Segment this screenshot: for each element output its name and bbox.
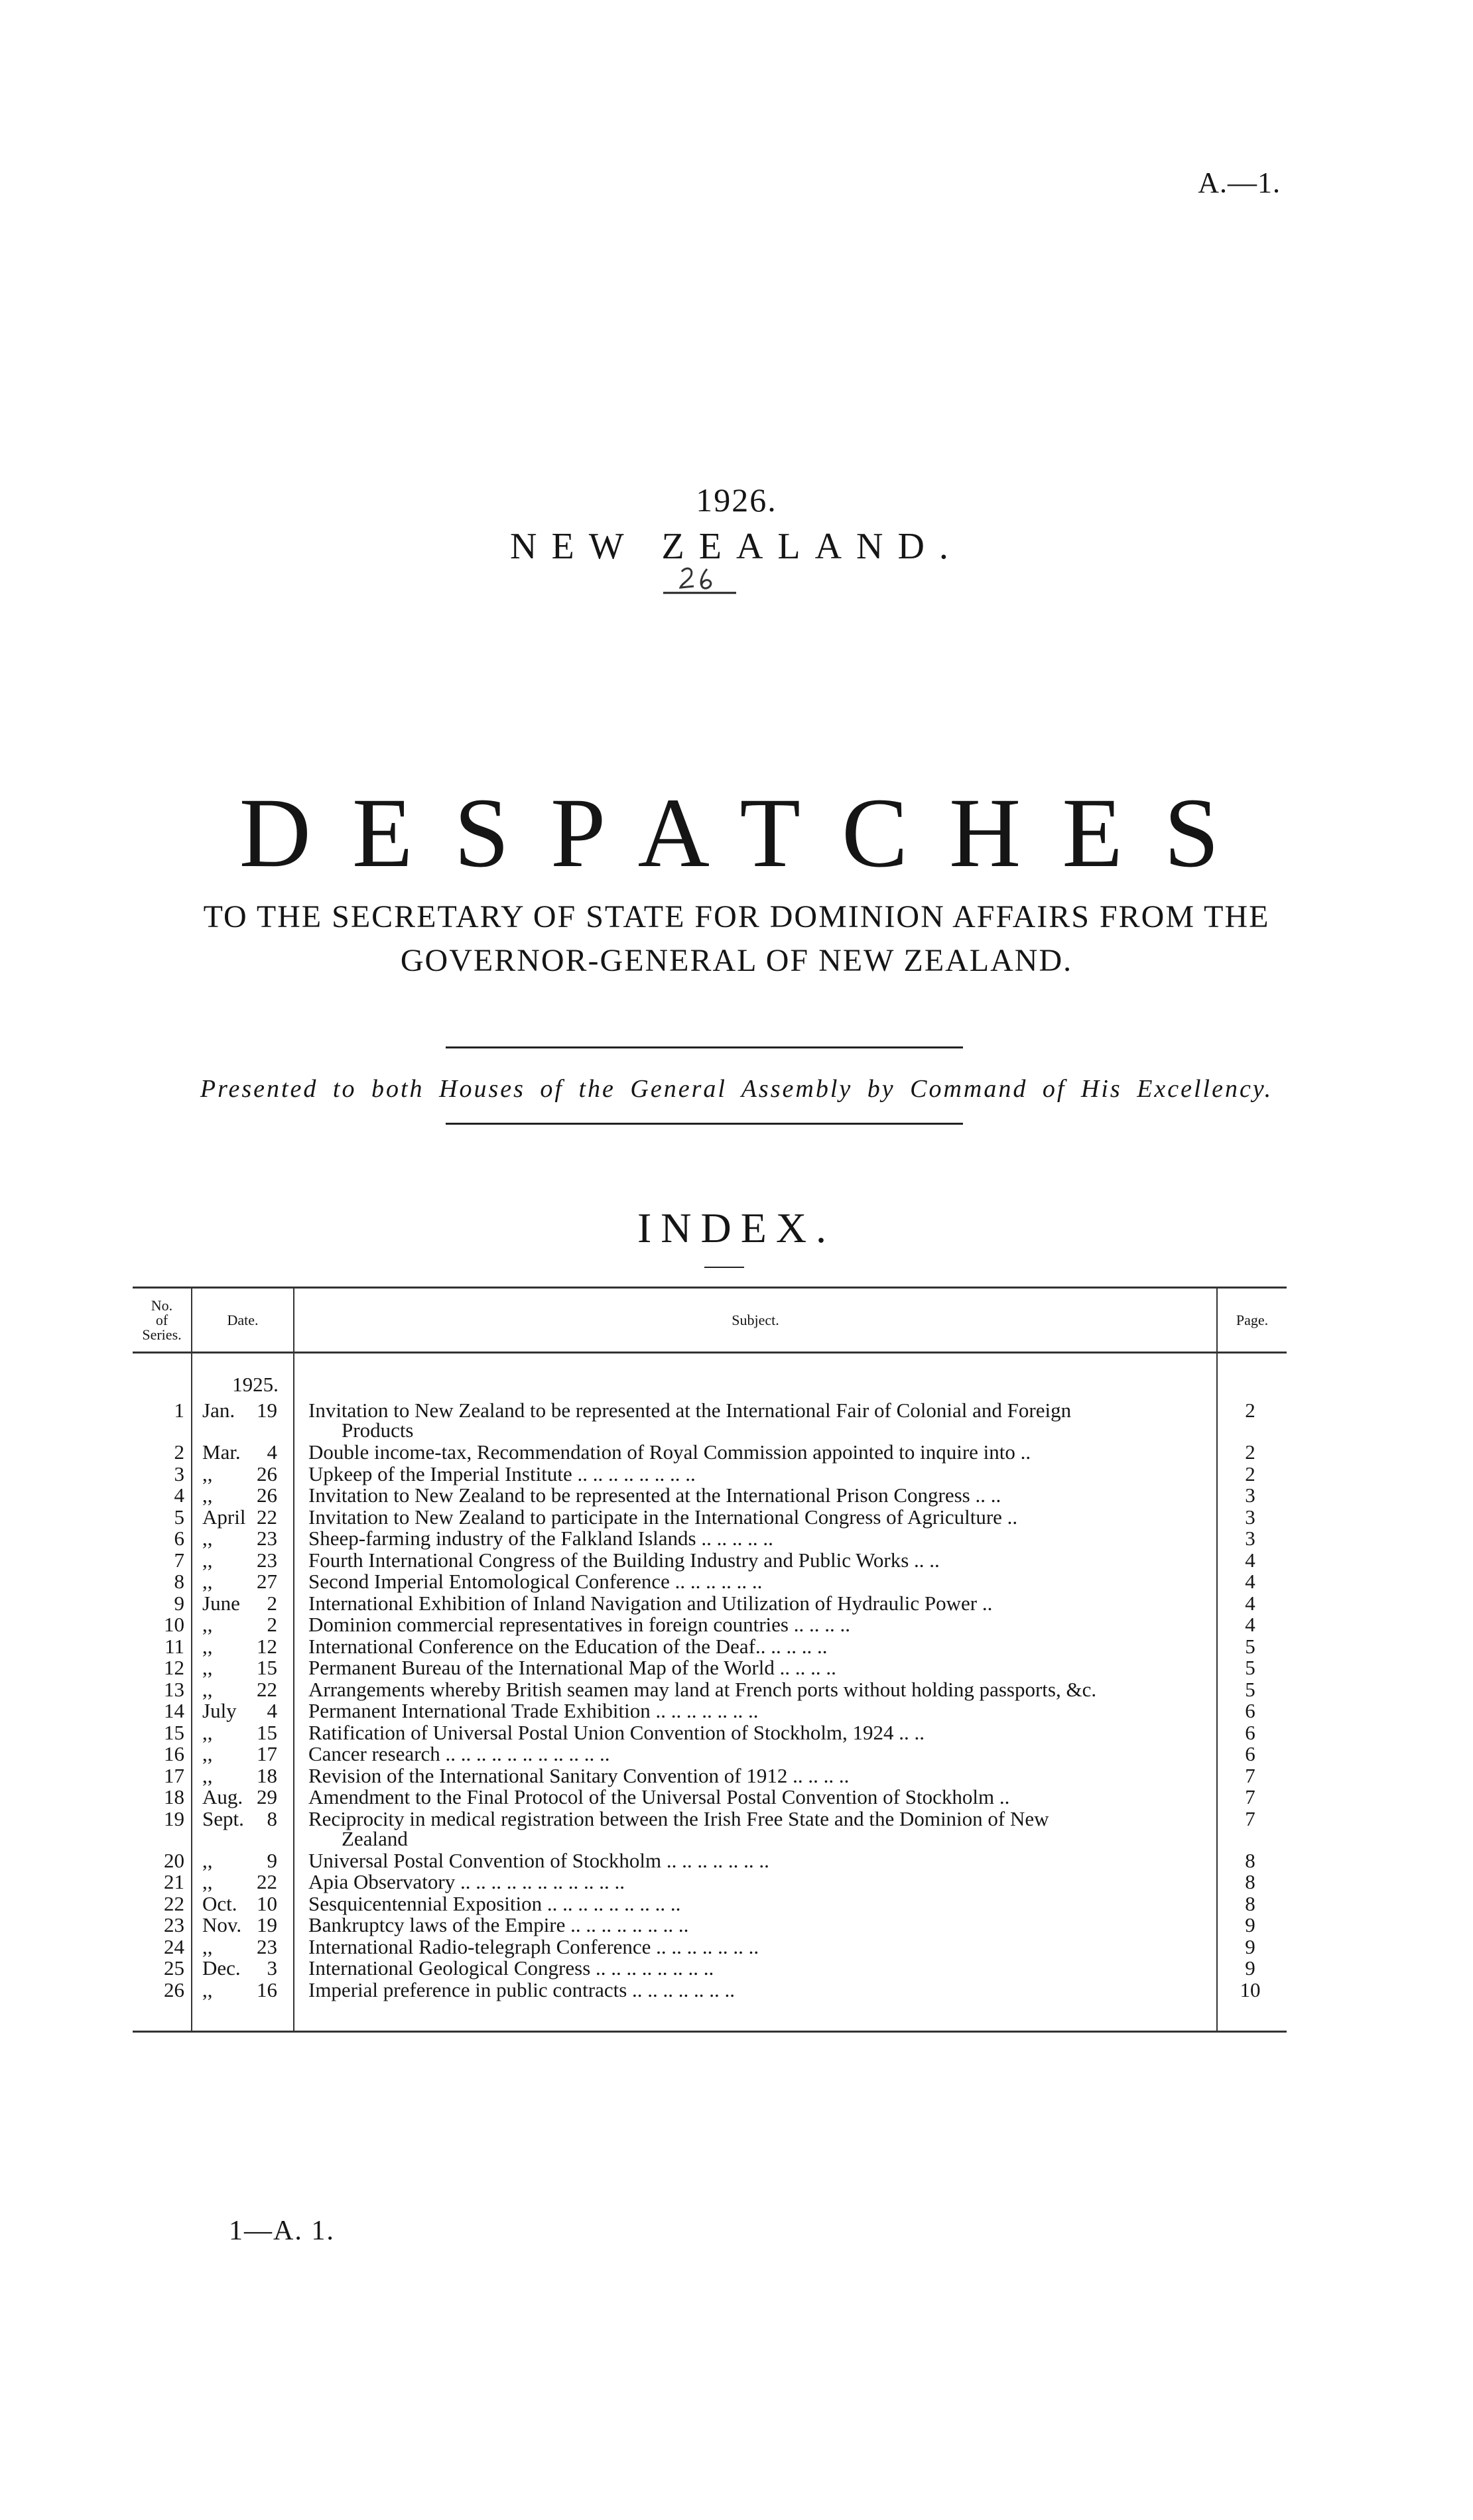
column-divider-date bbox=[293, 1287, 294, 2031]
page-number: 9 bbox=[1245, 1956, 1255, 1980]
subject-text bbox=[308, 1464, 1343, 1484]
date-month: ,, bbox=[202, 1677, 213, 1701]
page-number: 4 bbox=[1245, 1570, 1255, 1593]
subject-text bbox=[308, 1934, 1343, 1958]
subject-line-1: Upkeep of the Imperial Institute .. .. .. .. .. .. .. .. bbox=[308, 1462, 696, 1485]
date-day: 9 bbox=[267, 1848, 277, 1872]
date-day: 2 bbox=[267, 1591, 277, 1615]
date-month: ,, bbox=[202, 1742, 213, 1765]
header-no-of-series: No. of Series. bbox=[142, 1297, 182, 1343]
document-reference: A.—1. bbox=[1198, 166, 1281, 199]
date-day: 17 bbox=[257, 1742, 277, 1765]
subject-line-1: International Geological Congress .. .. .. .. .. .. .. .. bbox=[308, 1956, 714, 1980]
subject-line-1: International Conference on the Education of the Deaf.. .. .. .. .. bbox=[308, 1634, 828, 1658]
subject-text bbox=[308, 1848, 1343, 1872]
page-number: 8 bbox=[1245, 1891, 1255, 1915]
date-month: ,, bbox=[202, 1870, 213, 1893]
date-month: Oct. bbox=[202, 1891, 237, 1915]
subject-text bbox=[308, 1744, 1343, 1764]
date-day: 15 bbox=[257, 1720, 277, 1744]
date-day: 22 bbox=[257, 1505, 277, 1529]
subject-line-1: Arrangements whereby British seamen may land at French ports without holding passports, &c. bbox=[308, 1677, 1097, 1701]
subject-line-1: Invitation to New Zealand to participate in the International Congress of Agriculture .. bbox=[308, 1505, 1018, 1529]
subject-text bbox=[308, 1677, 1343, 1701]
date-day: 29 bbox=[257, 1785, 277, 1808]
subtitle-line-1: TO THE SECRETARY OF STATE FOR DOMINION AFFAIRS FROM THE bbox=[203, 899, 1270, 934]
page-number: 7 bbox=[1245, 1785, 1255, 1808]
page-number: 9 bbox=[1245, 1934, 1255, 1958]
footer-reference: 1—A. 1. bbox=[229, 2216, 335, 2246]
subject-text bbox=[308, 1401, 1343, 1440]
series-number: 2 bbox=[174, 1440, 184, 1464]
series-number: 6 bbox=[174, 1527, 184, 1550]
date-day: 8 bbox=[267, 1806, 277, 1830]
date-month: Jan. bbox=[202, 1399, 235, 1422]
subtitle-line-2: GOVERNOR-GENERAL OF NEW ZEALAND. bbox=[400, 943, 1073, 978]
series-number: 25 bbox=[164, 1956, 184, 1980]
page-number: 8 bbox=[1245, 1870, 1255, 1893]
subject-line-1: Invitation to New Zealand to be represented at the International Prison Congress .. .. bbox=[308, 1483, 1001, 1507]
page-number: 4 bbox=[1245, 1591, 1255, 1615]
subject-line-2: Products bbox=[342, 1418, 414, 1442]
subject-text bbox=[308, 1550, 1343, 1570]
date-month: ,, bbox=[202, 1934, 213, 1958]
subject-line-1: Sheep-farming industry of the Falkland Islands .. .. .. .. .. bbox=[308, 1527, 773, 1550]
date-month: April bbox=[202, 1505, 246, 1529]
page-number: 7 bbox=[1245, 1806, 1255, 1830]
date-month: ,, bbox=[202, 1462, 213, 1485]
subject-text bbox=[308, 1529, 1343, 1548]
date-day: 18 bbox=[257, 1763, 277, 1787]
subject-text bbox=[308, 1485, 1343, 1505]
date-month: ,, bbox=[202, 1720, 213, 1744]
series-number: 16 bbox=[164, 1742, 184, 1765]
date-month: Nov. bbox=[202, 1913, 242, 1936]
subject-line-1: Cancer research .. .. .. .. .. .. .. .. .. .. .. bbox=[308, 1742, 610, 1765]
header-date: Date. bbox=[227, 1312, 259, 1328]
country-heading: NEW ZEALAND. bbox=[510, 526, 963, 567]
series-number: 20 bbox=[164, 1848, 184, 1872]
date-day: 3 bbox=[267, 1956, 277, 1980]
subject-line-1: Invitation to New Zealand to be represented at the International Fair of Colonial and Foreign bbox=[308, 1399, 1072, 1422]
date-month: ,, bbox=[202, 1848, 213, 1872]
subject-line-1: Permanent International Trade Exhibition .. .. .. .. .. .. .. bbox=[308, 1699, 759, 1722]
date-month: ,, bbox=[202, 1978, 213, 2001]
series-number: 7 bbox=[174, 1548, 184, 1572]
page-number: 4 bbox=[1245, 1548, 1255, 1572]
series-number: 22 bbox=[164, 1891, 184, 1915]
subject-line-1: Second Imperial Entomological Conference .. .. .. .. .. .. bbox=[308, 1570, 763, 1593]
series-number: 17 bbox=[164, 1763, 184, 1787]
subject-text bbox=[308, 1980, 1343, 2000]
subject-text bbox=[308, 1806, 1343, 1850]
subject-text bbox=[308, 1658, 1343, 1678]
date-month: ,, bbox=[202, 1656, 213, 1679]
subject-line-1: International Radio-telegraph Conference .. .. .. .. .. .. .. bbox=[308, 1934, 759, 1958]
page-number: 3 bbox=[1245, 1527, 1255, 1550]
subject-line-1: Fourth International Congress of the Building Industry and Public Works .. .. bbox=[308, 1548, 940, 1572]
page-number: 10 bbox=[1240, 1978, 1261, 2001]
series-number: 14 bbox=[164, 1699, 184, 1722]
page-number: 6 bbox=[1245, 1742, 1255, 1765]
table-header-rule bbox=[133, 1352, 1287, 1354]
year-label: 1925. bbox=[232, 1373, 279, 1396]
series-number: 15 bbox=[164, 1720, 184, 1744]
page-number: 2 bbox=[1245, 1440, 1255, 1464]
series-number: 1 bbox=[174, 1399, 184, 1422]
index-table bbox=[133, 1287, 1287, 2520]
subject-text bbox=[308, 1572, 1343, 1592]
page-number: 3 bbox=[1245, 1483, 1255, 1507]
date-day: 23 bbox=[257, 1548, 277, 1572]
subject-text bbox=[308, 1507, 1343, 1527]
date-month: ,, bbox=[202, 1548, 213, 1572]
table-bottom-rule bbox=[133, 2031, 1287, 2033]
page-number: 6 bbox=[1245, 1699, 1255, 1722]
date-day: 22 bbox=[257, 1677, 277, 1701]
subject-line-2: Zealand bbox=[342, 1826, 408, 1850]
subject-line-1: Ratification of Universal Postal Union Convention of Stockholm, 1924 .. .. bbox=[308, 1720, 925, 1744]
date-month: June bbox=[202, 1591, 240, 1615]
date-month: ,, bbox=[202, 1483, 213, 1507]
header-page: Page. bbox=[1236, 1312, 1269, 1328]
series-number: 18 bbox=[164, 1785, 184, 1808]
subject-line-1: Permanent Bureau of the International Map of the World .. .. .. .. bbox=[308, 1656, 836, 1679]
series-number: 23 bbox=[164, 1913, 184, 1936]
series-number: 4 bbox=[174, 1483, 184, 1507]
series-number: 12 bbox=[164, 1656, 184, 1679]
page-number: 6 bbox=[1245, 1720, 1255, 1744]
subject-line-1: Imperial preference in public contracts .. .. .. .. .. .. .. bbox=[308, 1978, 736, 2001]
document-title: DESPATCHES bbox=[239, 778, 1261, 888]
header-subject: Subject. bbox=[732, 1312, 779, 1328]
page-number: 9 bbox=[1245, 1913, 1255, 1936]
presentation-note: Presented to both Houses of the General Assembly by Command of His Excellency. bbox=[200, 1075, 1273, 1103]
subject-line-1: Amendment to the Final Protocol of the Universal Postal Convention of Stockholm .. bbox=[308, 1785, 1010, 1808]
series-number: 24 bbox=[164, 1934, 184, 1958]
date-day: 23 bbox=[257, 1527, 277, 1550]
date-day: 26 bbox=[257, 1483, 277, 1507]
page-number: 3 bbox=[1245, 1505, 1255, 1529]
subject-text bbox=[308, 1442, 1343, 1462]
series-number: 8 bbox=[174, 1570, 184, 1593]
date-day: 10 bbox=[257, 1891, 277, 1915]
date-day: 27 bbox=[257, 1570, 277, 1593]
subject-line-1: Sesquicentennial Exposition .. .. .. .. .. .. .. .. .. bbox=[308, 1891, 681, 1915]
column-divider-no bbox=[191, 1287, 192, 2031]
subject-line-1: Revision of the International Sanitary Convention of 1912 .. .. .. .. bbox=[308, 1763, 850, 1787]
date-month: Dec. bbox=[202, 1956, 241, 1980]
date-month: ,, bbox=[202, 1763, 213, 1787]
series-number: 5 bbox=[174, 1505, 184, 1529]
index-underline bbox=[704, 1267, 744, 1268]
date-month: Aug. bbox=[202, 1785, 243, 1808]
subject-text bbox=[308, 1701, 1343, 1721]
subject-text bbox=[308, 1787, 1343, 1807]
date-day: 22 bbox=[257, 1870, 277, 1893]
subject-line-1: Bankruptcy laws of the Empire .. .. .. .. .. .. .. .. bbox=[308, 1913, 689, 1936]
date-day: 2 bbox=[267, 1613, 277, 1636]
page-number: 2 bbox=[1245, 1399, 1255, 1422]
page-number: 7 bbox=[1245, 1763, 1255, 1787]
subject-text bbox=[308, 1634, 1343, 1658]
subject-text bbox=[308, 1915, 1343, 1935]
page-number: 5 bbox=[1245, 1634, 1255, 1658]
date-day: 26 bbox=[257, 1462, 277, 1485]
subject-text bbox=[308, 1891, 1343, 1915]
date-month: ,, bbox=[202, 1613, 213, 1636]
date-month: July bbox=[202, 1699, 237, 1722]
index-heading: INDEX. bbox=[637, 1204, 836, 1251]
date-day: 19 bbox=[257, 1913, 277, 1936]
date-day: 23 bbox=[257, 1934, 277, 1958]
date-month: ,, bbox=[202, 1570, 213, 1593]
subject-text bbox=[308, 1720, 1343, 1744]
year-heading: 1926. bbox=[696, 481, 777, 519]
series-number: 3 bbox=[174, 1462, 184, 1485]
page-number: 8 bbox=[1245, 1848, 1255, 1872]
subject-text bbox=[308, 1615, 1343, 1635]
page-number: 4 bbox=[1245, 1613, 1255, 1636]
subject-text bbox=[308, 1763, 1343, 1787]
series-number: 26 bbox=[164, 1978, 184, 2001]
date-day: 19 bbox=[257, 1399, 277, 1422]
date-month: Sept. bbox=[202, 1806, 244, 1830]
subject-text bbox=[308, 1591, 1343, 1615]
handwritten-annotation bbox=[663, 564, 736, 596]
date-day: 4 bbox=[267, 1699, 277, 1722]
series-number: 19 bbox=[164, 1806, 184, 1830]
series-number: 10 bbox=[164, 1613, 184, 1636]
subject-line-1: Reciprocity in medical registration between the Irish Free State and the Dominion of New bbox=[308, 1806, 1049, 1830]
date-day: 4 bbox=[267, 1440, 277, 1464]
series-number: 9 bbox=[174, 1591, 184, 1615]
date-month: Mar. bbox=[202, 1440, 241, 1464]
date-day: 16 bbox=[257, 1978, 277, 2001]
page-number: 2 bbox=[1245, 1462, 1255, 1485]
document-subtitle bbox=[0, 895, 1473, 983]
rule-bottom bbox=[446, 1123, 963, 1125]
rule-top bbox=[446, 1046, 963, 1048]
subject-text bbox=[308, 1958, 1343, 1978]
table-top-rule bbox=[133, 1287, 1287, 1289]
subject-line-1: International Exhibition of Inland Navigation and Utilization of Hydraulic Power .. bbox=[308, 1591, 993, 1615]
subject-line-1: Double income-tax, Recommendation of Royal Commission appointed to inquire into .. bbox=[308, 1440, 1031, 1464]
page-number: 5 bbox=[1245, 1677, 1255, 1701]
series-number: 13 bbox=[164, 1677, 184, 1701]
page-number: 5 bbox=[1245, 1656, 1255, 1679]
subject-line-1: Dominion commercial representatives in foreign countries .. .. .. .. bbox=[308, 1613, 850, 1636]
date-day: 15 bbox=[257, 1656, 277, 1679]
subject-line-1: Apia Observatory .. .. .. .. .. .. .. .. .. .. .. bbox=[308, 1870, 625, 1893]
date-month: ,, bbox=[202, 1527, 213, 1550]
date-day: 12 bbox=[257, 1634, 277, 1658]
series-number: 21 bbox=[164, 1870, 184, 1893]
series-number: 11 bbox=[164, 1634, 184, 1658]
date-month: ,, bbox=[202, 1634, 213, 1658]
subject-line-1: Universal Postal Convention of Stockholm .. .. .. .. .. .. .. bbox=[308, 1848, 769, 1872]
subject-text bbox=[308, 1872, 1343, 1892]
